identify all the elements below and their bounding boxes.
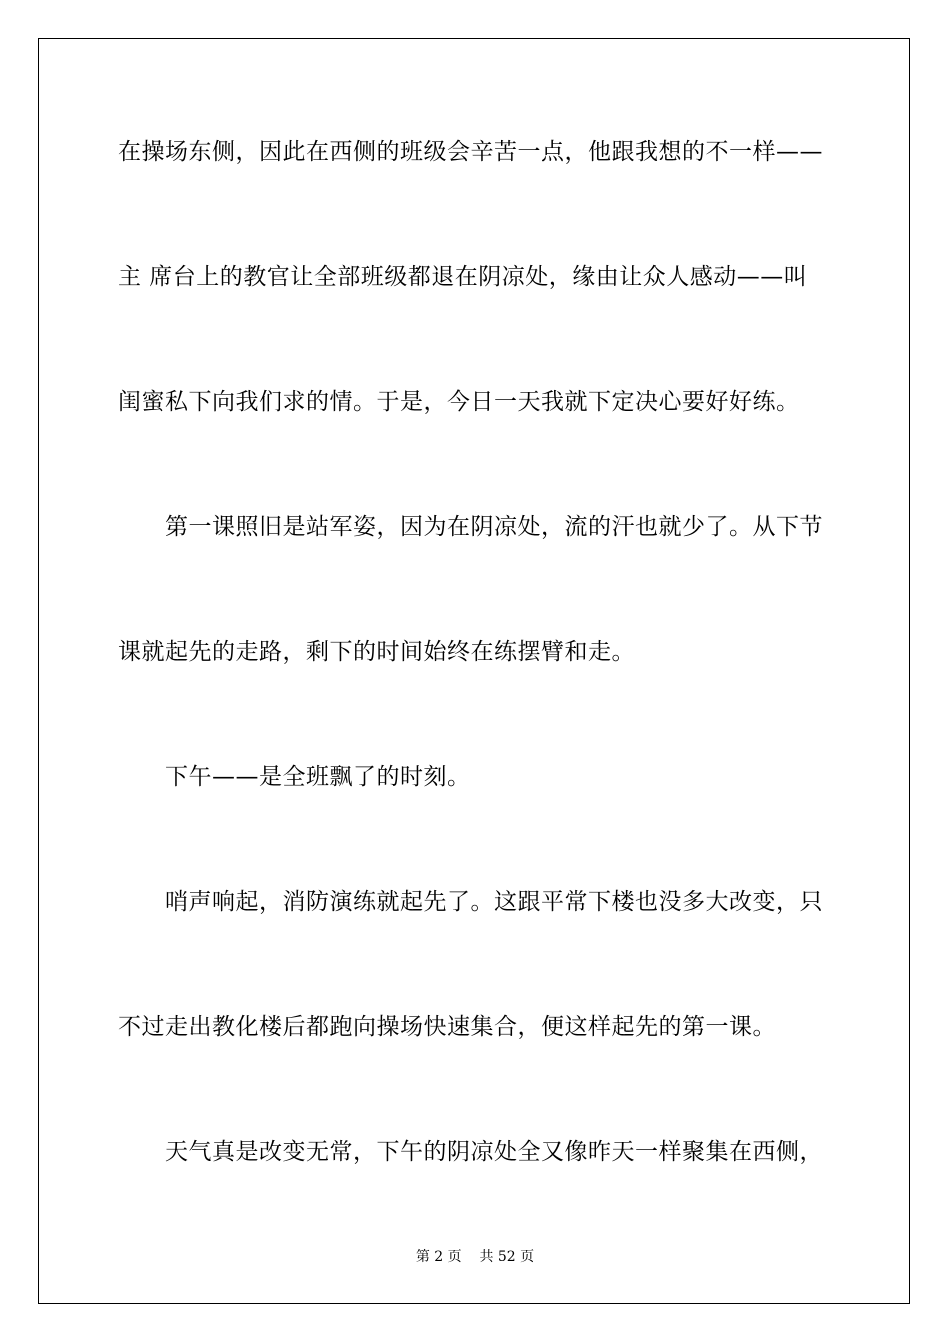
text-line-4: 第一课照旧是站军姿，因为在阴凉处，流的汗也就少了。从下节 xyxy=(165,514,823,540)
text-line-1: 在操场东侧，因此在西侧的班级会辛苦一点，他跟我想的不一样—— xyxy=(118,139,823,165)
text-line-8: 不过走出教化楼后都跑向操场快速集合，便这样起先的第一课。 xyxy=(118,1014,776,1040)
text-line-9: 天气真是改变无常，下午的阴凉处全又像昨天一样聚集在西侧， xyxy=(165,1139,823,1165)
text-line-2: 主 席台上的教官让全部班级都退在阴凉处，缘由让众人感动——叫 xyxy=(118,264,808,290)
page-footer xyxy=(0,1248,950,1266)
text-line-3: 闺蜜私下向我们求的情。于是，今日一天我就下定决心要好好练。 xyxy=(118,389,800,415)
page-number: 第 2 页 xyxy=(415,1249,462,1265)
text-line-5: 课就起先的走路，剩下的时间始终在练摆臂和走。 xyxy=(118,639,635,665)
text-line-6: 下午——是全班飘了的时刻。 xyxy=(165,764,471,790)
page-total: 共 52 页 xyxy=(479,1249,535,1265)
page-border xyxy=(38,38,910,1304)
text-line-7: 哨声响起，消防演练就起先了。这跟平常下楼也没多大改变，只 xyxy=(165,889,823,915)
